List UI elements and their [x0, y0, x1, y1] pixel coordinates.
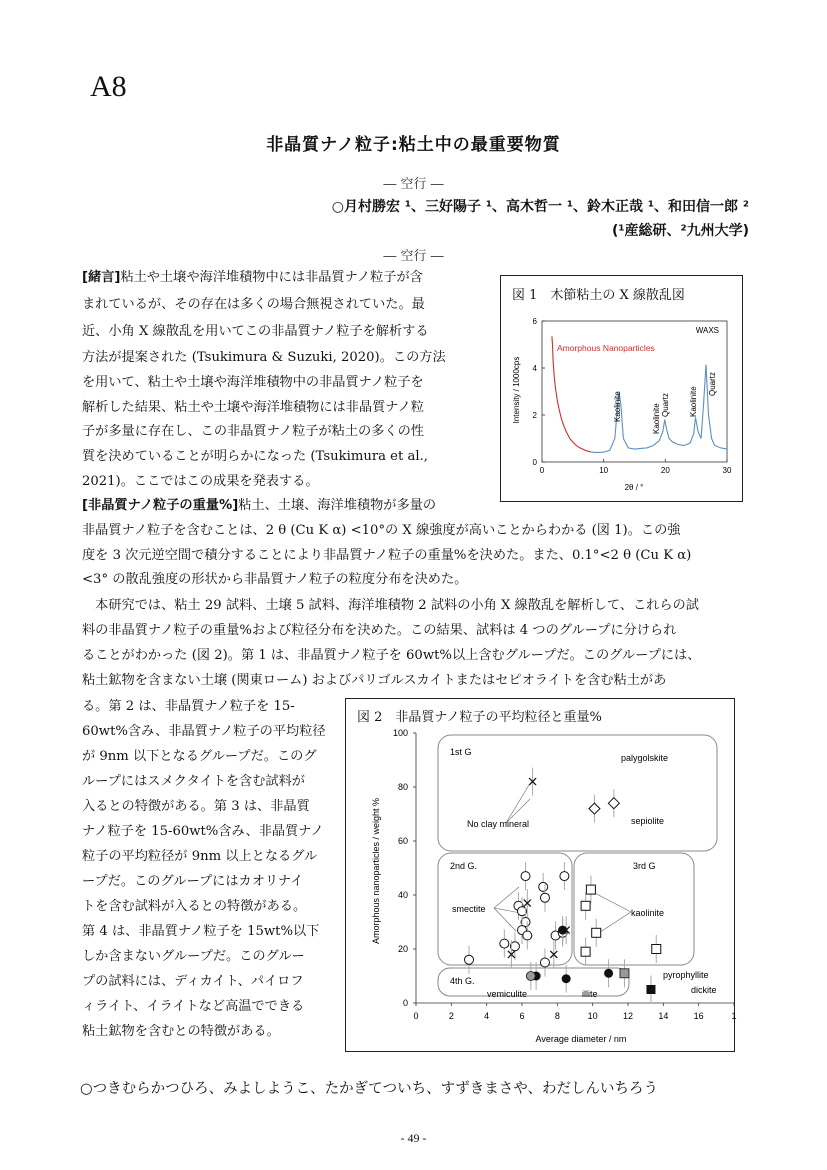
chart-1-ytick-label: 4 — [532, 364, 537, 373]
chart-1-ytick-label: 0 — [532, 458, 537, 467]
left-line-4: ループにはスメクタイトを含む試料が — [82, 774, 305, 789]
data-point-circle — [465, 955, 474, 964]
wt-line-1: [非晶質ナノ粒子の重量%]粘土、土壌、海洋堆積物が多量の — [82, 498, 437, 513]
wt-line-8: 粘土鉱物を含まない土壌 (関東ローム) およびパリゴルスカイトまたはセピオライトを含む粘土があ — [82, 673, 667, 688]
left-line-13: ィライト、イライトなど高温でできる — [82, 999, 305, 1014]
chart-2-ytick-label: 100 — [392, 728, 408, 738]
data-point-square — [592, 928, 601, 937]
data-point-circle — [539, 882, 548, 891]
intro-line-1: [緒言]粘土や土壌や海洋堆積物中には非晶質ナノ粒子が含 — [82, 270, 423, 285]
chart-2-ytick-label: 80 — [397, 782, 408, 792]
wt-line-4: <3° の散乱強度の形状から非晶質ナノ粒子の粒度分布を決めた。 — [82, 572, 468, 587]
chart-1-xlabel: 2θ / ° — [624, 483, 644, 492]
label-palygolskite: palygolskite — [621, 753, 669, 763]
intro-line-4: 方法が提案された (Tsukimura & Suzuki, 2020)。この方法 — [82, 350, 446, 365]
intro-line-3: 近、小角 X 線散乱を用いてこの非晶質ナノ粒子を解析する — [82, 324, 429, 339]
data-point-filled-circle — [562, 974, 571, 983]
label-illite: illite — [582, 989, 598, 999]
chart-2-xlabel: Average diameter / nm — [535, 1034, 627, 1044]
intro-line-5: を用いて、粘土や土壌や海洋堆積物中の非晶質ナノ粒子を — [82, 375, 424, 390]
data-point-filled-circle — [604, 969, 613, 978]
blank-line-marker-2: ― 空行 ― — [383, 249, 444, 264]
group-1-label: 1st G — [450, 747, 472, 757]
paper-title: 非晶質ナノ粒子:粘土中の最重要物質 — [266, 135, 561, 155]
intro-line-7: 子が多量に存在し、この非晶質ナノ粒子が粘土の多くの性 — [82, 424, 424, 439]
figure-1 — [500, 275, 743, 502]
left-line-11: しか含まないグループだ。このグルー — [82, 949, 305, 964]
chart-2-ytick-label: 20 — [397, 944, 408, 954]
group-2-label: 2nd G. — [450, 861, 478, 871]
data-point-diamond — [608, 798, 619, 809]
chart-1-annot-kaolinite-1: Kaolinite — [613, 391, 622, 422]
intro-heading: [緒言] — [82, 270, 121, 285]
chart-1-xtick-label: 30 — [722, 466, 732, 475]
chart-1-xtick-label: 20 — [660, 466, 670, 475]
figure-2-caption: 図 2 非晶質ナノ粒子の平均粒径と重量% — [357, 710, 602, 725]
chart-1-annot-kaolinite-2: Kaolinite — [652, 403, 661, 434]
data-point-circle — [540, 958, 549, 967]
data-point-square — [652, 945, 661, 954]
chart-1-annot-kaolinite-3: Kaolinite — [689, 386, 698, 417]
chart-1-ytick-label: 6 — [532, 317, 537, 326]
label-sepiolite: sepiolite — [631, 816, 665, 826]
left-line-12: プの試料には、ディカイト、パイロフ — [82, 974, 304, 989]
authors: ○月村勝宏 ¹、三好陽子 ¹、高木哲一 ¹、鈴木正哉 ¹、和田信一郎 ² — [331, 199, 749, 215]
left-line-3: が 9nm 以下となるグループだ。このグ — [82, 749, 317, 764]
abstract-code: A8 — [90, 70, 127, 103]
chart-2-xtick-label: 1 — [731, 1011, 737, 1021]
intro-line-8: 質を決めていることが明らかになった (Tsukimura et al., — [82, 449, 428, 464]
intro-line-6: 解析した結果、粘土や土壌や海洋堆積物には非晶質ナノ粒 — [82, 400, 424, 415]
chart-2-xtick-label: 12 — [622, 1011, 634, 1021]
data-point-square — [586, 885, 595, 894]
intro-line-9: 2021)。ここではこの成果を発表する。 — [82, 474, 319, 489]
data-point-diamond — [589, 803, 600, 814]
group-3-label: 3rd G — [633, 861, 656, 871]
affiliations: (¹産総研、²九州大学) — [611, 223, 749, 239]
chart-2-xtick-label: 10 — [587, 1011, 598, 1021]
wt-line-3: 度を 3 次元逆空間で積分することにより非晶質ナノ粒子の重量%を決めた。また、0.1°<2 θ (Cu K α) — [82, 548, 692, 563]
chart-1-series-1 — [552, 336, 591, 452]
group-1-box — [438, 735, 717, 851]
data-point-circle — [500, 939, 509, 948]
left-line-14: 粘土鉱物を含むとの特徴がある。 — [82, 1024, 280, 1039]
data-point-gray-circle — [526, 972, 535, 981]
group-4-label: 4th G. — [450, 976, 475, 986]
chart-2-xtick-label: 16 — [693, 1011, 704, 1021]
chart-1-annot-quartz-2: Quartz — [708, 371, 717, 396]
label-pyrophyllite: pyrophyllite — [663, 970, 709, 980]
wt-heading: [非晶質ナノ粒子の重量%] — [82, 498, 239, 513]
chart-2-ylabel: Amorphous nanoparticles / weight % — [371, 797, 381, 945]
figure-2 — [345, 698, 735, 1052]
label-kaolinite: kaolinite — [631, 908, 665, 918]
figure-1-caption: 図 1 木節粘土の X 線散乱図 — [512, 288, 685, 303]
intro-line-2: まれているが、その存在は多くの場合無視されていた。最 — [82, 297, 425, 312]
chart-1-ytick-label: 2 — [532, 411, 537, 420]
page-number: - 49 - — [400, 1131, 427, 1145]
chart-2-xtick-label: 14 — [658, 1011, 669, 1021]
chart-2-ytick-label: 0 — [402, 998, 408, 1008]
wt-line-6: 料の非晶質ナノ粒子の重量%および粒径分布を決めた。この結果、試料は 4 つのグループに分けられ — [82, 623, 677, 638]
label-no-clay-mineral: No clay mineral — [467, 819, 530, 829]
data-point-filled-square — [646, 985, 655, 994]
chart-2-xtick-label: 4 — [484, 1011, 490, 1021]
xrd-chart — [501, 276, 742, 501]
leader-no-clay-1 — [506, 785, 529, 823]
left-line-6: ナノ粒子を 15-60wt%含み、非晶質ナノ — [82, 824, 324, 839]
data-point-square — [581, 901, 590, 910]
chart-2-xtick-label: 8 — [554, 1011, 560, 1021]
data-point-circle — [523, 931, 532, 940]
chart-2-ytick-label: 60 — [397, 836, 408, 846]
chart-2-xtick-label: 0 — [413, 1011, 419, 1021]
left-line-2: 60wt%含み、非晶質ナノ粒子の平均粒径 — [82, 724, 326, 739]
data-point-gray-square — [620, 969, 629, 978]
chart-1-xtick-label: 0 — [539, 466, 545, 475]
left-line-5: 入るとの特徴がある。第 3 は、非晶質 — [82, 799, 310, 814]
chart-1-xtick-label: 10 — [599, 466, 609, 475]
label-smectite: smectite — [452, 904, 486, 914]
chart-1-annot-quartz-1: Quartz — [661, 392, 670, 417]
left-line-10: 第 4 は、非晶質ナノ粒子を 15wt%以下 — [82, 924, 320, 939]
data-point-filled-circle — [558, 926, 567, 935]
chart-2-ytick-label: 40 — [397, 890, 408, 900]
label-vemiculite: vemiculite — [487, 989, 528, 999]
chart-1-series-label: Amorphous Nanoparticles — [557, 343, 655, 353]
wt-line-7: ることがわかった (図 2)。第 1 は、非晶質ナノ粒子を 60wt%以上含むグループだ。このグループには、 — [82, 648, 701, 663]
chart-1-corner-label: WAXS — [695, 326, 719, 335]
chart-2-xtick-label: 6 — [519, 1011, 525, 1021]
blank-line-marker: ― 空行 ― — [383, 177, 444, 192]
left-line-7: 粒子の平均粒径が 9nm 以上となるグル — [82, 849, 318, 864]
wt-line-2: 非晶質ナノ粒子を含むことは、2 θ (Cu K α) <10°の X 線強度が高いことからわかる (図 1)。この強 — [82, 523, 681, 538]
wt-line-5: 本研究では、粘土 29 試料、土壌 5 試料、海洋堆積物 2 試料の小角 X 線散乱を解析して、これらの試 — [82, 598, 699, 613]
particle-scatter-chart — [346, 699, 737, 1051]
chart-2-xtick-label: 2 — [448, 1011, 454, 1021]
left-line-1: る。第 2 は、非晶質ナノ粒子を 15- — [82, 699, 295, 714]
author-reading: ○つきむらかつひろ、みよしようこ、たかぎてついち、すずきまさや、わだしんいちろう — [80, 1081, 659, 1097]
left-line-8: ープだ。このグループにはカオリナイ — [82, 874, 304, 889]
data-point-circle — [521, 872, 530, 881]
chart-1-ylabel: Intensity / 1000cps — [512, 356, 521, 424]
label-dickite: dickite — [691, 985, 717, 995]
data-point-circle — [560, 872, 569, 881]
left-line-9: トを含む試料が入るとの特徴がある。 — [82, 899, 307, 914]
data-point-circle — [540, 893, 549, 902]
data-point-square — [581, 947, 590, 956]
